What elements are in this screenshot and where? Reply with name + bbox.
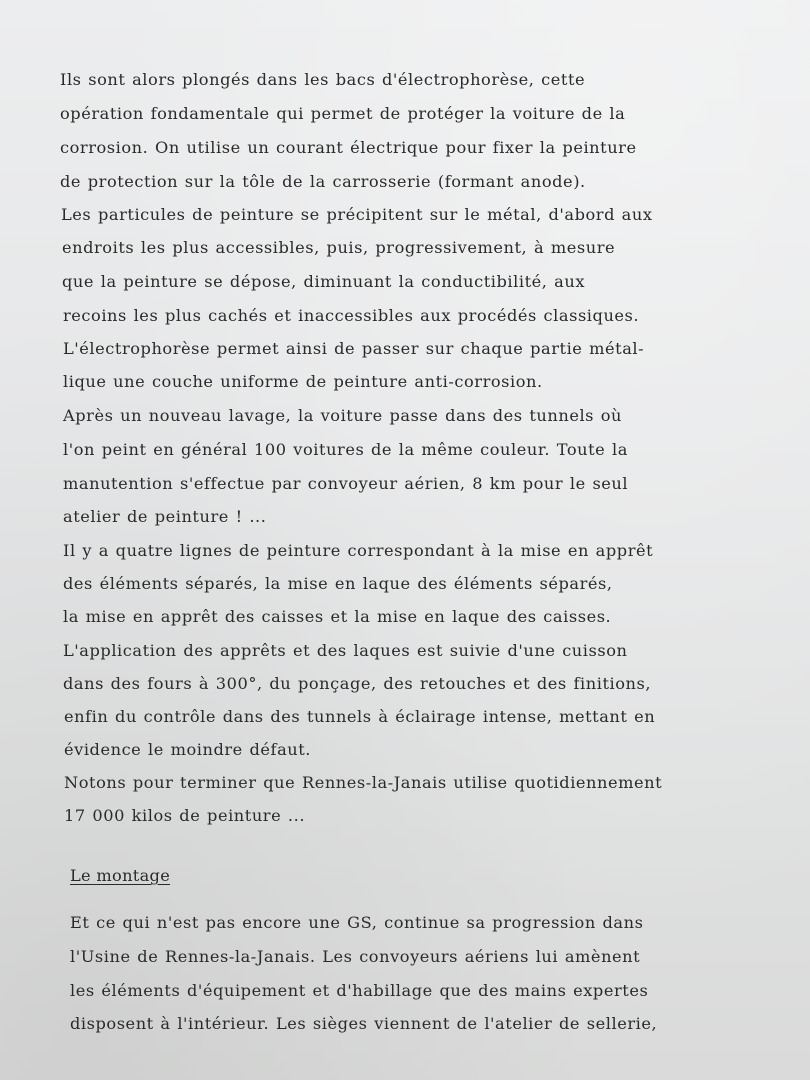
text-line: recoins les plus cachés et inaccessibles aux procédés classiques. — [63, 306, 640, 325]
text-line: L'application des apprêts et des laques est suivie d'une cuisson — [63, 641, 628, 660]
text-line: Ils sont alors plongés dans les bacs d'électrophorèse, cette — [60, 70, 586, 89]
text-line: L'électrophorèse permet ainsi de passer sur chaque partie métal- — [63, 339, 645, 358]
text-line: atelier de peinture ! ... — [63, 507, 267, 526]
section-heading: Le montage — [70, 866, 171, 885]
text-line: Il y a quatre lignes de peinture correspondant à la mise en apprêt — [63, 541, 654, 560]
text-line: 17 000 kilos de peinture ... — [64, 806, 306, 825]
text-line: Et ce qui n'est pas encore une GS, continue sa progression dans — [70, 913, 644, 932]
text-line: évidence le moindre défaut. — [64, 740, 311, 759]
text-line: opération fondamentale qui permet de protéger la voiture de la — [60, 104, 626, 123]
text-line: Les particules de peinture se précipitent sur le métal, d'abord aux — [61, 205, 653, 224]
text-line: manutention s'effectue par convoyeur aérien, 8 km pour le seul — [63, 474, 629, 493]
text-line: enfin du contrôle dans des tunnels à éclairage intense, mettant en — [64, 707, 656, 726]
text-line: les éléments d'équipement et d'habillage que des mains expertes — [70, 981, 649, 1000]
text-line: endroits les plus accessibles, puis, progressivement, à mesure — [62, 238, 616, 257]
text-line: des éléments séparés, la mise en laque des éléments séparés, — [63, 574, 613, 593]
text-line: dans des fours à 300°, du ponçage, des retouches et des finitions, — [63, 674, 652, 693]
text-line: que la peinture se dépose, diminuant la conductibilité, aux — [62, 272, 585, 291]
text-line: de protection sur la tôle de la carrosserie (formant anode). — [60, 172, 586, 191]
text-line: lique une couche uniforme de peinture anti-corrosion. — [63, 372, 543, 391]
text-line: disposent à l'intérieur. Les sièges viennent de l'atelier de sellerie, — [70, 1014, 658, 1033]
text-line: l'Usine de Rennes-la-Janais. Les convoyeurs aériens lui amènent — [70, 947, 641, 966]
text-line: corrosion. On utilise un courant électrique pour fixer la peinture — [60, 138, 637, 157]
text-line: Après un nouveau lavage, la voiture passe dans des tunnels où — [63, 406, 623, 425]
text-line: la mise en apprêt des caisses et la mise en laque des caisses. — [63, 607, 612, 626]
text-line: Notons pour terminer que Rennes-la-Janais utilise quotidiennement — [64, 773, 663, 792]
text-line: l'on peint en général 100 voitures de la même couleur. Toute la — [63, 440, 628, 459]
